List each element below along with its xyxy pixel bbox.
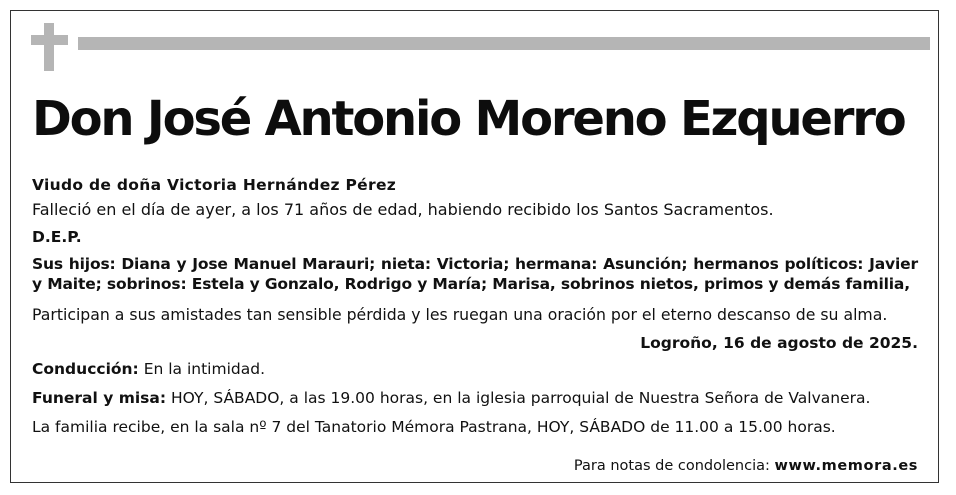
cross-icon-arm: [31, 35, 68, 45]
condolence-link[interactable]: www.memora.es: [774, 458, 918, 474]
funeral-text: HOY, SÁBADO, a las 19.00 horas, en la iglesia parroquial de Nuestra Señora de Valvanera.: [171, 389, 871, 407]
dep-line: D.E.P.: [32, 228, 82, 246]
funeral-line: [32, 388, 870, 408]
header-rule: [78, 37, 930, 50]
widow-of-line: Viudo de doña Victoria Hernández Pérez: [32, 176, 397, 194]
family-list: Sus hijos: Diana y Jose Manuel Marauri; nieta: Victoria; hermana: Asunción; hermanos políticos: Javier y Maite; sobrinos: Estela y Gonzalo, Rodrigo y María; Marisa, sobrinos nietos, primos y demás familia,: [32, 255, 918, 293]
conduccion-label: Conducción:: [32, 360, 139, 378]
notice-frame: [10, 10, 939, 483]
place-date: Logroño, 16 de agosto de 2025.: [640, 334, 918, 352]
cross-icon: [44, 23, 54, 71]
conduccion-text: En la intimidad.: [143, 360, 266, 378]
condolence-label: Para notas de condolencia:: [573, 458, 770, 474]
thanks-line: Participan a sus amistades tan sensible pérdida y les ruegan una oración por el eterno descanso de su alma.: [32, 305, 888, 324]
death-statement: Falleció en el día de ayer, a los 71 años de edad, habiendo recibido los Santos Sacramentos.: [32, 200, 774, 219]
condolence-line: [574, 456, 918, 476]
familia-recibe-line: La familia recibe, en la sala nº 7 del Tanatorio Mémora Pastrana, HOY, SÁBADO de 11.00 a 15.00 horas.: [32, 418, 836, 436]
deceased-name: Don José Antonio Moreno Ezquerro: [32, 91, 905, 147]
funeral-label: Funeral y misa:: [32, 389, 167, 407]
conduccion-line: [32, 359, 265, 379]
